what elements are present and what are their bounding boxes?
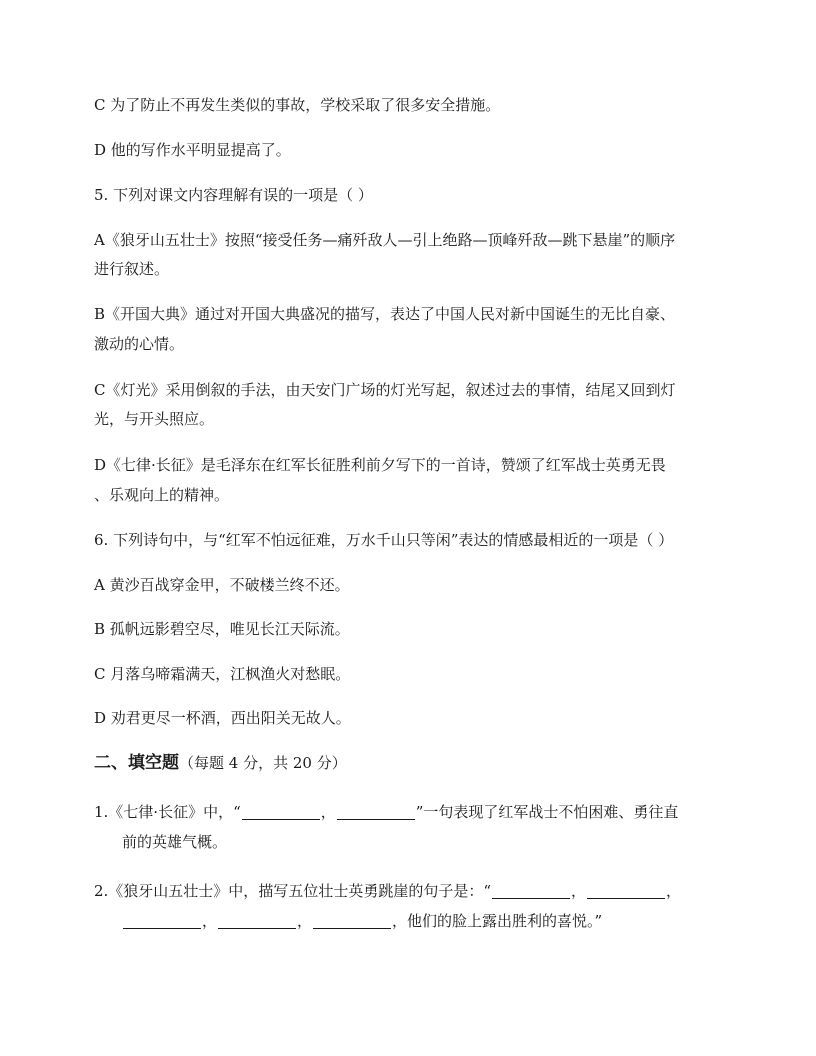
separator: ， — [297, 912, 313, 930]
separator: ， — [320, 803, 336, 821]
section-heading — [94, 748, 722, 778]
fill-q2-prefix: 2.《狼牙山五壮士》中，描写五位壮士英勇跳崖的句子是：“ — [94, 882, 491, 900]
answer-blank[interactable] — [313, 927, 391, 929]
q4-option-c: C 为了防止不再发生类似的事故，学校采取了很多安全措施。 — [94, 96, 501, 114]
q6-option-b: B 孤帆远影碧空尽，唯见长江天际流。 — [94, 620, 350, 638]
q5-option-b-line2: 激动的心情。 — [94, 335, 185, 353]
fill-q1-suffix: ”一句表现了红军战士不怕困难、勇往直 — [415, 803, 679, 821]
answer-blank[interactable] — [492, 897, 570, 899]
q5-option-c-line1: C《灯光》采用倒叙的手法，由天安门广场的灯光写起，叙述过去的事情，结尾又回到灯 — [94, 381, 676, 399]
separator: ， — [570, 882, 586, 900]
answer-blank[interactable] — [587, 897, 665, 899]
q6-stem: 6. 下列诗句中，与“红军不怕远征难，万水千山只等闲”表达的情感最相近的一项是（ ） — [94, 531, 674, 549]
fill-q1-line1 — [94, 797, 722, 827]
q6-option-c: C 月落乌啼霜满天，江枫渔火对愁眠。 — [94, 665, 351, 683]
q6-option-a: A 黄沙百战穿金甲，不破楼兰终不还。 — [94, 576, 350, 594]
answer-blank[interactable] — [218, 927, 296, 929]
fill-q1-prefix: 1.《七律·长征》中，“ — [94, 803, 241, 821]
q5-option-c-line2: 光，与开头照应。 — [94, 410, 215, 428]
section-heading-title: 二、填空题 — [94, 753, 179, 773]
q5-option-b-line1: B《开国大典》通过对开国大典盛况的描写，表达了中国人民对新中国诞生的无比自豪、 — [94, 305, 676, 323]
q5-option-d-line2: 、乐观向上的精神。 — [94, 486, 230, 504]
q4-option-d: D 他的写作水平明显提高了。 — [94, 141, 291, 159]
separator: ， — [666, 882, 682, 900]
q6-option-d: D 劝君更尽一杯酒，西出阳关无故人。 — [94, 709, 351, 727]
fill-q2-line1 — [94, 876, 722, 906]
fill-q2-line2 — [122, 906, 722, 936]
q5-option-d-line1: D《七律·长征》是毛泽东在红军长征胜利前夕写下的一首诗，赞颂了红军战士英勇无畏 — [94, 456, 666, 474]
answer-blank[interactable] — [337, 818, 415, 820]
q5-option-a-line2: 进行叙述。 — [94, 260, 170, 278]
q5-stem: 5. 下列对课文内容理解有误的一项是（ ） — [94, 186, 373, 204]
answer-blank[interactable] — [242, 818, 320, 820]
fill-q2-suffix: ，他们的脸上露出胜利的喜悦。” — [392, 912, 603, 930]
answer-blank[interactable] — [123, 927, 201, 929]
section-heading-note: （每题 4 分，共 20 分） — [179, 754, 347, 772]
fill-q1-line2: 前的英雄气概。 — [122, 833, 228, 851]
q5-option-a-line1: A《狼牙山五壮士》按照“接受任务—痛歼敌人—引上绝路—顶峰歼敌—跳下悬崖”的顺序 — [94, 231, 676, 249]
separator: ， — [202, 912, 218, 930]
